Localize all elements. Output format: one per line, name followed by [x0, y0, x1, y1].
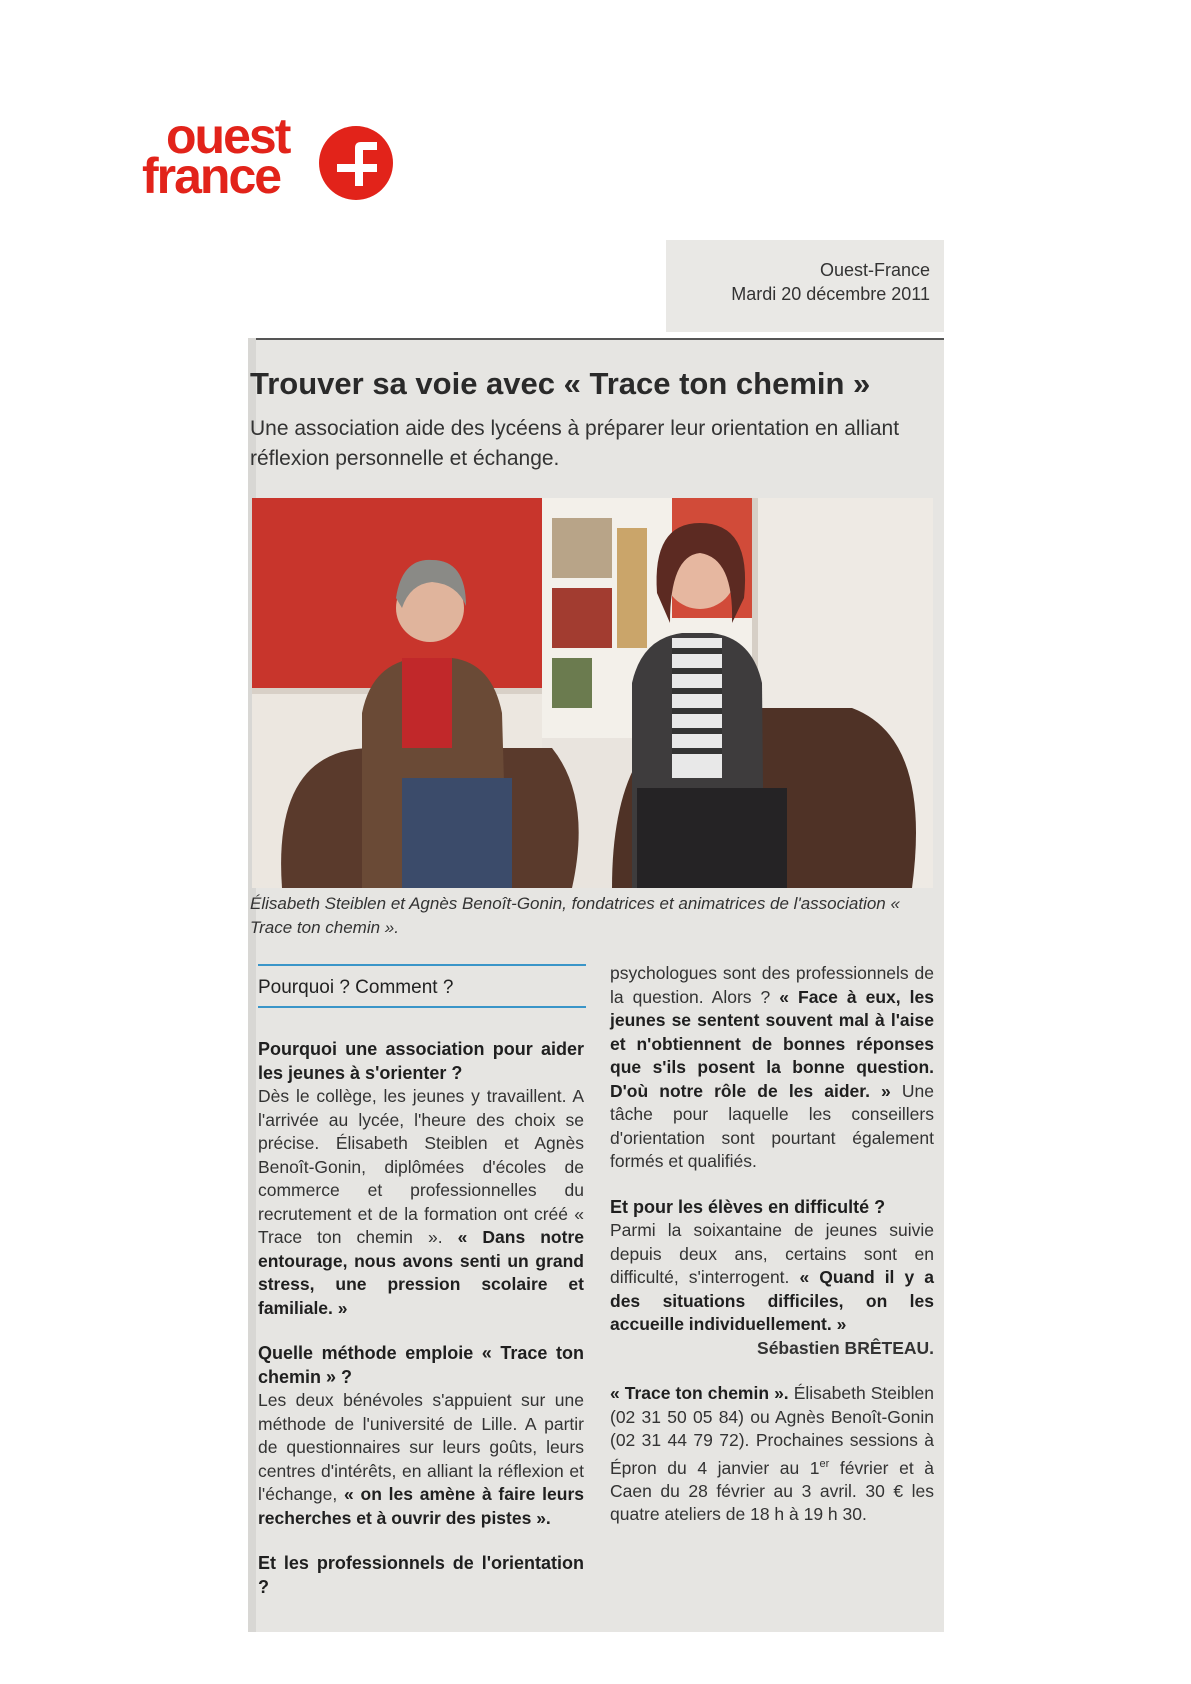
article-standfirst: Une association aide des lycéens à préparer leur orientation en alliant réflexion personnelle et échange.	[250, 417, 900, 470]
dateline-date: Mardi 20 décembre 2011	[731, 284, 930, 304]
logo-emblem-icon	[317, 124, 395, 202]
article-column-2	[610, 962, 934, 1527]
article-headline: Trouver sa voie avec « Trace ton chemin »	[250, 366, 871, 401]
question-3: Et les professionnels de l'orientation ?	[258, 1553, 584, 1597]
answer-1: Dès le collège, les jeunes y travaillent. A l'arrivée au lycée, l'heure des choix se précise. Élisabeth Steiblen et Agnès Benoît-Gonin, diplômées d'écoles de commerce et professionnelles du recrutement et de la formation ont créé « Trace ton chemin ».	[258, 1086, 584, 1247]
info-contacts: Élisabeth Steiblen (02 31 50 05 84) ou Agnès Benoît-Gonin (02 31 44 79 72).	[610, 1383, 934, 1450]
article-photo	[252, 498, 933, 888]
clipping-top-rule	[248, 338, 944, 340]
logo-word-ouest: ouest	[166, 108, 290, 164]
question-2: Quelle méthode emploie « Trace ton chemin » ?	[258, 1343, 584, 1387]
answer-3-end: Une tâche pour laquelle les conseillers d'orientation sont pourtant également formés et qualifiés.	[610, 1080, 934, 1171]
info-sessions: Prochaines sessions à Épron du 4 janvier au 1	[610, 1430, 934, 1478]
info-association-name: « Trace ton chemin ».	[610, 1383, 789, 1403]
info-sessions-rest: février et à Caen du 28 février au 3 avril. 30 € les quatre ateliers de 18 h à 19 h 30.	[610, 1457, 934, 1525]
answer-1-quote: « Dans notre entourage, nous avons senti un grand stress, une pression scolaire et familiale. »	[258, 1227, 584, 1318]
answer-4: Parmi la soixantaine de jeunes suivie depuis deux ans, certains sont en difficulté, s'interrogent.	[610, 1220, 934, 1287]
answer-4-quote: « Quand il y a des situations difficiles, on les accueille individuellement. »	[610, 1267, 934, 1334]
logo-word-france: france	[142, 148, 281, 204]
answer-2-quote: « on les amène à faire leurs recherches et à ouvrir des pistes ».	[258, 1484, 584, 1528]
box-title: Pourquoi ? Comment ?	[258, 977, 454, 998]
box-top-rule	[258, 964, 586, 966]
info-sessions-superscript: er	[819, 1457, 830, 1470]
box-bottom-rule	[258, 1006, 586, 1008]
answer-3-quote: « Face à eux, les jeunes se sentent souvent mal à l'aise et n'obtiennent de bonnes réponses que s'ils posent la bonne question. D'où notre rôle de les aider. »	[610, 986, 934, 1101]
article-column-1	[258, 1038, 584, 1599]
answer-2: Les deux bénévoles s'appuient sur une méthode de l'université de Lille. A partir de questionnaires sur leurs goûts, leurs centres d'intérêts, en alliant la réflexion et l'échange,	[258, 1390, 584, 1504]
question-4: Et pour les élèves en difficulté ?	[610, 1196, 886, 1217]
answer-3-continued: psychologues sont des professionnels de la question. Alors ?	[610, 963, 934, 1007]
question-1: Pourquoi une association pour aider les jeunes à s'orienter ?	[258, 1039, 584, 1083]
ouest-france-logo	[142, 108, 402, 204]
author-signature: Sébastien BRÊTEAU.	[757, 1337, 934, 1358]
dateline-paper: Ouest-France	[819, 260, 930, 280]
photo-caption: Élisabeth Steiblen et Agnès Benoît-Gonin, fondatrices et animatrices de l'association « Trace ton chemin ».	[250, 894, 900, 937]
dateline-clipping	[666, 240, 944, 332]
